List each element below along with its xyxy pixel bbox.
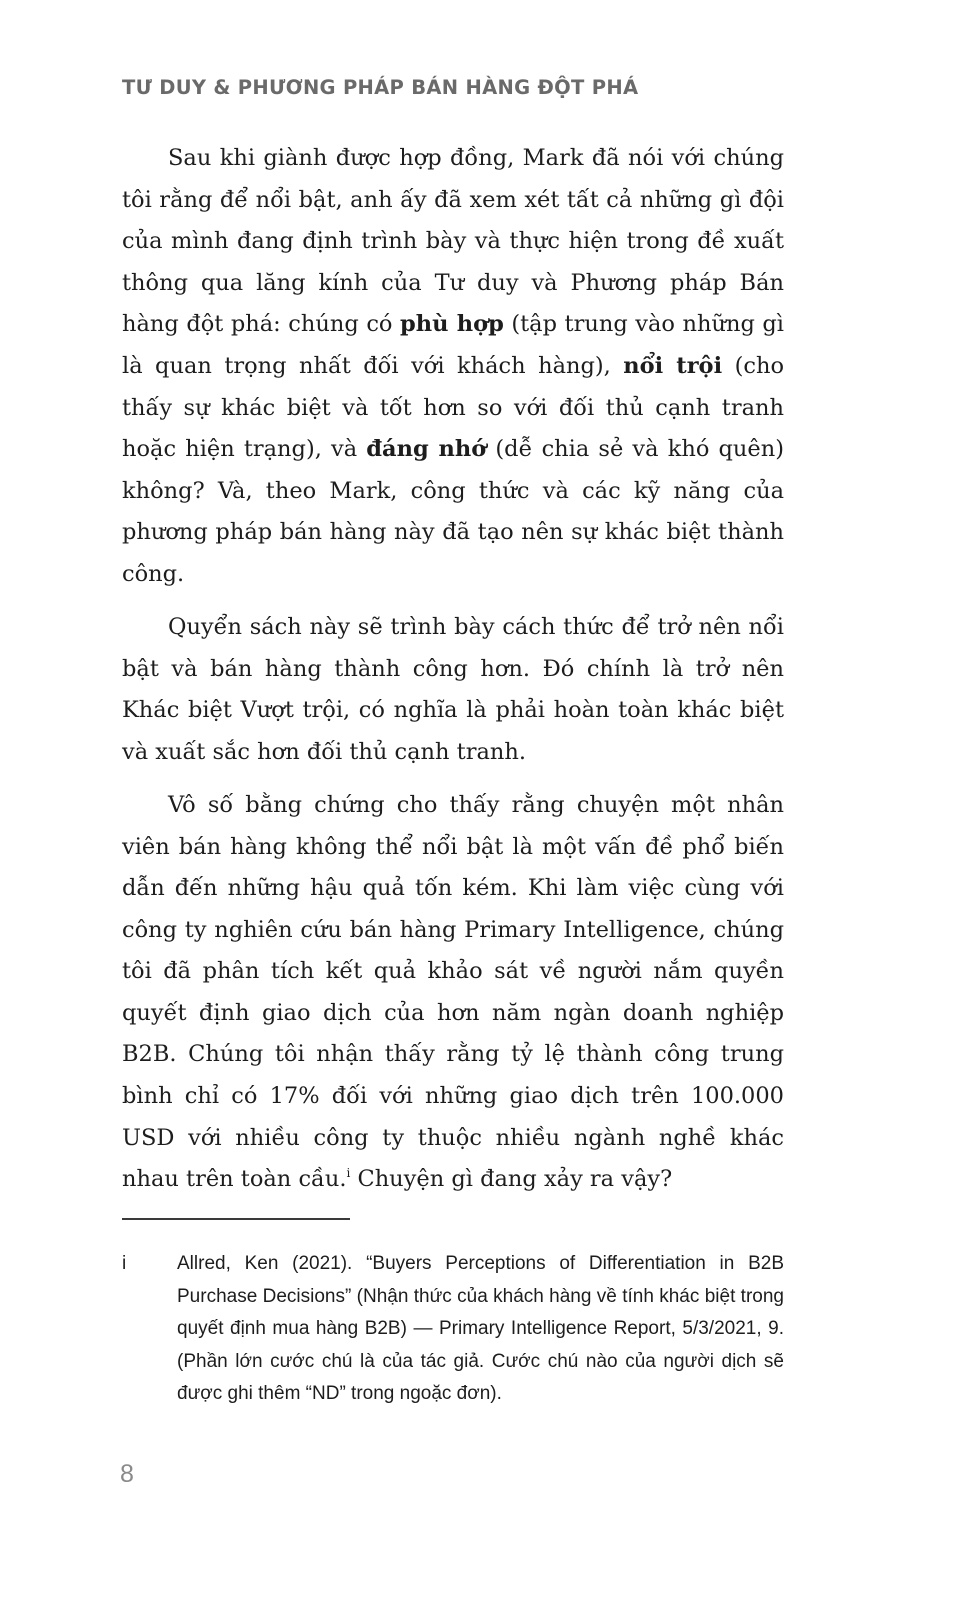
paragraph-3-text-b: Chuyện gì đang xảy ra vậy? [350, 1166, 673, 1193]
running-head: TƯ DUY & PHƯƠNG PHÁP BÁN HÀNG ĐỘT PHÁ [122, 76, 639, 99]
footnote-reference[interactable]: i [346, 1166, 351, 1181]
body-text [122, 138, 784, 1212]
footnote-marker: i [122, 1253, 127, 1274]
paragraph-3-text-a: Vô số bằng chứng cho thấy rằng chuyện một nhân viên bán hàng không thể nổi bật là một vấn đề phổ biến dẫn đến những hậu quả tốn kém. Khi làm việc cùng với công ty nghiên cứu bán hàng Primary Intelligence, chúng tôi đã phân tích kết quả khảo sát về người nắm quyền quyết định giao dịch của hơn năm ngàn doanh nghiệp B2B. Chúng tôi nhận thấy rằng tỷ lệ thành công trung bình chỉ có 17% đối với những giao dịch trên 100.000 USD với nhiều công ty thuộc nhiều ngành nghề khác nhau trên toàn cầu. [122, 791, 784, 1193]
paragraph-1 [122, 138, 784, 596]
page-number: 8 [120, 1460, 134, 1488]
term-memorable: đáng nhớ [366, 436, 487, 463]
paragraph-3 [122, 785, 784, 1201]
paragraph-1-text-d: (dễ chia sẻ và khó quên) không? Và, theo Mark, công thức và các kỹ năng của phương pháp bán hàng này đã tạo nên sự khác biệt thành công. [122, 436, 784, 587]
paragraph-1-text-a: Sau khi giành được hợp đồng, Mark đã nói với chúng tôi rằng để nổi bật, anh ấy đã xem xét tất cả những gì đội của mình đang định trình bày và thực hiện trong đề xuất thông qua lăng kính của Tư duy và Phương pháp Bán hàng đột phá: chúng có [122, 145, 784, 338]
paragraph-1-text-c: (cho thấy sự khác biệt và tốt hơn so với đối thủ cạnh tranh hoặc hiện trạng), và [122, 352, 784, 463]
footnote-divider [122, 1218, 350, 1220]
term-distinctive: nổi trội [623, 352, 723, 379]
paragraph-2: Quyển sách này sẽ trình bày cách thức để trở nên nổi bật và bán hàng thành công hơn. Đó chính là trở nên Khác biệt Vượt trội, có nghĩa là phải hoàn toàn khác biệt và xuất sắc hơn đối thủ cạnh tranh. [122, 614, 784, 765]
term-relevant: phù hợp [400, 311, 504, 338]
footnote-text: Allred, Ken (2021). “Buyers Perceptions of Differentiation in B2B Purchase Decisions” (Nhận thức của khách hàng về tính khác biệt trong quyết định mua hàng B2B) — Primary Intelligence Report, 5/3/2021, 9. (Phần lớn cước chú là của tác giả. Cước chú nào của người dịch sẽ được ghi thêm “ND” trong ngoặc đơn). [177, 1253, 784, 1404]
paragraph-1-text-b: (tập trung vào những gì là quan trọng nhất đối với khách hàng), [122, 311, 784, 379]
footnote [122, 1248, 784, 1411]
